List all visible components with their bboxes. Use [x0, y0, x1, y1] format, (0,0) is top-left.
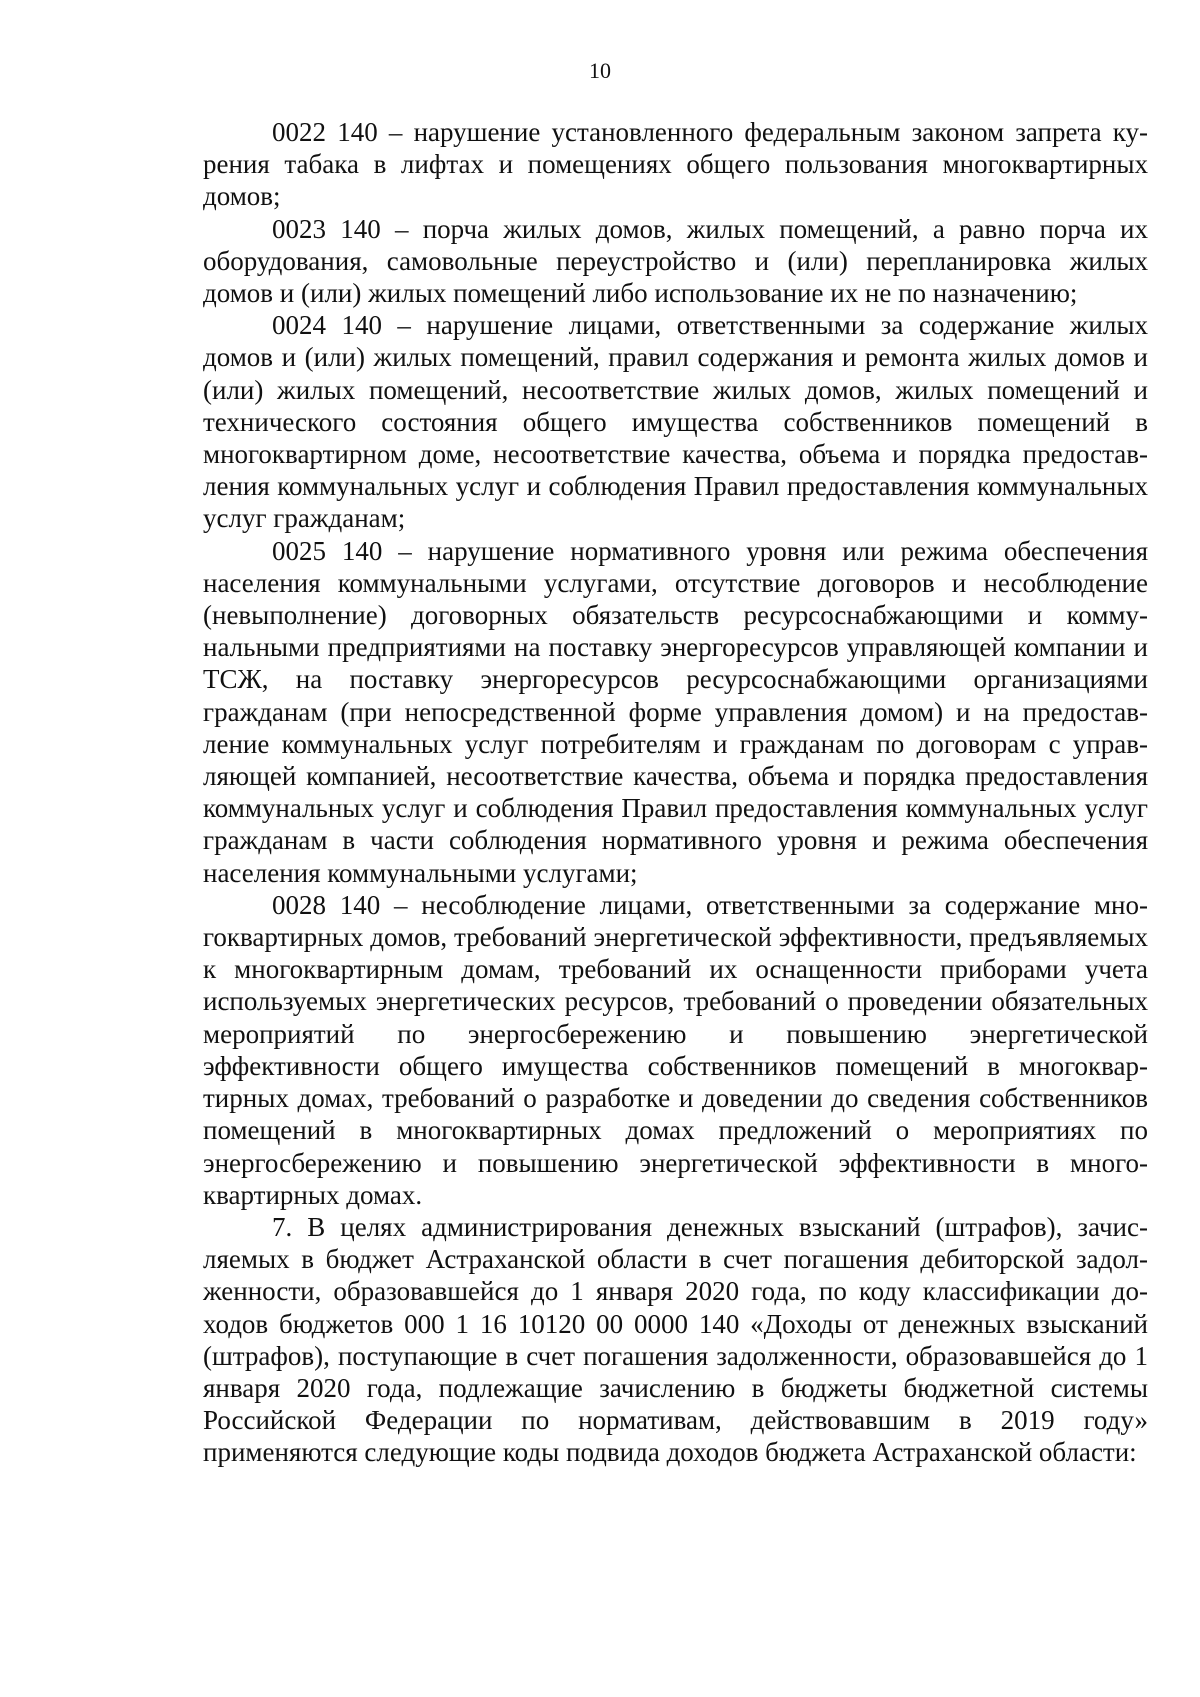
paragraph-code-0023: 0023 140 – порча жилых домов, жилых помещений, а равно порча их оборудования, самовольные переустройство и (или) перепланировка жилых домов и (или) жилых помещений либо использование их не по назначению;	[203, 213, 1148, 309]
page-number: 10	[589, 58, 611, 83]
paragraph-item-7: 7. В целях администрирования денежных взысканий (штрафов), зачисляемых в бюджет Астраханской области в счет погашения дебиторской задолженности, образовавшейся до 1 января 2020 года, по коду классификации доходов бюджетов 000 1 16 10120 00 0000 140 «Доходы от денежных взысканий (штрафов), поступающие в счет погашения задолженности, образовавшейся до 1 января 2020 года, подлежащие зачислению в бюджеты бюджетной системы Российской Федерации по нормативам, действовавшим в 2019 году» применяются следующие коды подвида доходов бюджета Астраханской области:	[203, 1211, 1148, 1468]
document-body	[203, 116, 1148, 1469]
paragraph-code-0024: 0024 140 – нарушение лицами, ответственными за содержание жилых домов и (или) жилых помещений, правил содержания и ремонта жилых домов и (или) жилых помещений, несоответствие жилых домов, жилых помещений и технического состояния общего имущества собственников помещений в многоквартирном доме, несоответствие качества, объема и порядка предоставления коммунальных услуг и соблюдения Правил предоставления коммунальных услуг гражданам;	[203, 310, 1148, 534]
paragraph-code-0028: 0028 140 – несоблюдение лицами, ответственными за содержание многоквартирных домов, требований энергетической эффективности, предъявляемых к многоквартирным домам, требований их оснащенности приборами учета используемых энергетических ресурсов, требований о проведении обязательных мероприятий по энергосбережению и повышению энергетической эффективности общего имущества собственников помещений в многоквартирных домах, требований о разработке и доведении до сведения собственников помещений в многоквартирных домах предложений о мероприятиях по энергосбережению и повышению энергетической эффективности в многоквартирных домах.	[203, 889, 1148, 1210]
paragraph-code-0022: 0022 140 – нарушение установленного федеральным законом запрета курения табака в лифтах и помещениях общего пользования многоквартирных домов;	[203, 117, 1148, 212]
paragraph-code-0025: 0025 140 – нарушение нормативного уровня или режима обеспечения населения коммунальными услугами, отсутствие договоров и несоблюдение (невыполнение) договорных обязательств ресурсоснабжающими и коммунальными предприятиями на поставку энергоресурсов управляющей компании и ТСЖ, на поставку энергоресурсов ресурсоснабжающими организациями гражданам (при непосредственной форме управления домом) и на предоставление коммунальных услуг потребителям и гражданам по договорам с управляющей компанией, несоответствие качества, объема и порядка предоставления коммунальных услуг и соблюдения Правил предоставления коммунальных услуг гражданам в части соблюдения нормативного уровня и режима обеспечения населения коммунальными услугами;	[203, 535, 1148, 888]
